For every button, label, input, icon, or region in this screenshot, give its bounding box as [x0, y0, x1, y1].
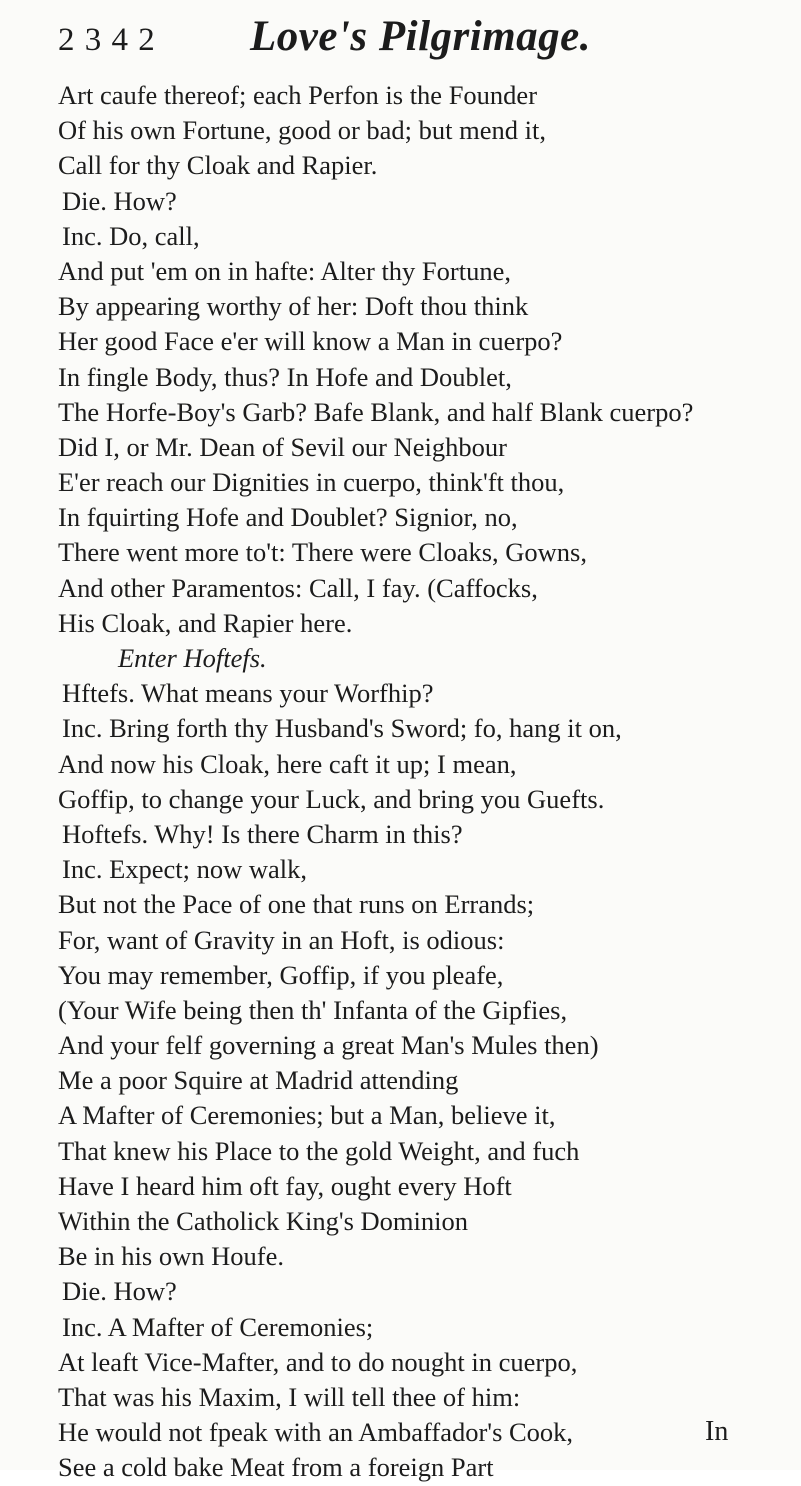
text-line: (Your Wife being then th' Infanta of the Gipfies,: [58, 994, 568, 1025]
speech-line: Inc. Expect; now walk,: [62, 854, 308, 885]
stage-direction: Enter Hoftefs.: [118, 643, 267, 673]
speech-line: Inc. Bring forth thy Husband's Sword; fo, hang it on,: [62, 713, 622, 744]
speech-line: Die. How?: [62, 1276, 177, 1307]
text-line: In fingle Body, thus? In Hofe and Doublet,: [58, 361, 512, 392]
catchword: In: [705, 1416, 729, 1447]
page-header: [58, 10, 738, 70]
text-line: And other Paramentos: Call, I fay. (Caffocks,: [58, 572, 538, 603]
page-number: 2 3 4 2: [58, 22, 156, 58]
speech-line: Inc. Do, call,: [62, 220, 200, 251]
running-title: Love's Pilgrimage.: [250, 13, 591, 60]
text-line: By appearing worthy of her: Doft thou think: [58, 291, 529, 322]
text-line: In fquirting Hofe and Doublet? Signior, no,: [58, 502, 518, 533]
text-line: A Mafter of Ceremonies; but a Man, believe it,: [58, 1100, 556, 1131]
text-line: Me a poor Squire at Madrid attending: [58, 1065, 459, 1096]
text-line: Within the Catholick King's Dominion: [58, 1206, 469, 1236]
text-line: Goffip, to change your Luck, and bring you Guefts.: [58, 783, 605, 814]
text-line: Art caufe thereof; each Perfon is the Founder: [58, 80, 538, 110]
text-line: Call for thy Cloak and Rapier.: [58, 150, 378, 181]
text-line: You may remember, Goffip, if you pleafe,: [58, 959, 504, 990]
text-line: E'er reach our Dignities in cuerpo, think'ft thou,: [58, 467, 565, 498]
text-line: He would not fpeak with an Ambaffador's Cook,: [58, 1417, 574, 1448]
text-line: But not the Pace of one that runs on Errands;: [58, 889, 535, 920]
text-line: See a cold bake Meat from a foreign Part: [58, 1452, 494, 1483]
text-line: And your felf governing a great Man's Mules then): [58, 1030, 599, 1061]
text-line: For, want of Gravity in an Hoft, is odious:: [58, 924, 505, 955]
text-line: That was his Maxim, I will tell thee of him:: [58, 1381, 521, 1412]
text-line: His Cloak, and Rapier here.: [58, 607, 353, 638]
verse-text: [58, 78, 778, 1486]
text-line: And put 'em on in hafte: Alter thy Fortune,: [58, 255, 511, 286]
text-line: The Horfe-Boy's Garb? Bafe Blank, and half Blank cuerpo?: [58, 396, 694, 427]
text-line: Her good Face e'er will know a Man in cuerpo?: [58, 326, 563, 357]
speech-line: Hftefs. What means your Worfhip?: [62, 678, 434, 709]
text-line: There went more to't: There were Cloaks, Gowns,: [58, 537, 587, 568]
text-line: Of his own Fortune, good or bad; but mend it,: [58, 115, 546, 146]
text-line: Have I heard him oft fay, ought every Hoft: [58, 1170, 512, 1201]
speech-line: Inc. A Mafter of Ceremonies;: [62, 1311, 374, 1342]
text-line: Did I, or Mr. Dean of Sevil our Neighbour: [58, 431, 507, 462]
text-line: At leaft Vice-Mafter, and to do nought in cuerpo,: [58, 1346, 578, 1377]
speech-line: Die. How?: [62, 185, 177, 216]
text-line: That knew his Place to the gold Weight, and fuch: [58, 1135, 580, 1166]
text-line: Be in his own Houfe.: [58, 1241, 284, 1272]
text-line: And now his Cloak, here caft it up; I mean,: [58, 748, 517, 779]
speech-line: Hoftefs. Why! Is there Charm in this?: [62, 818, 463, 849]
